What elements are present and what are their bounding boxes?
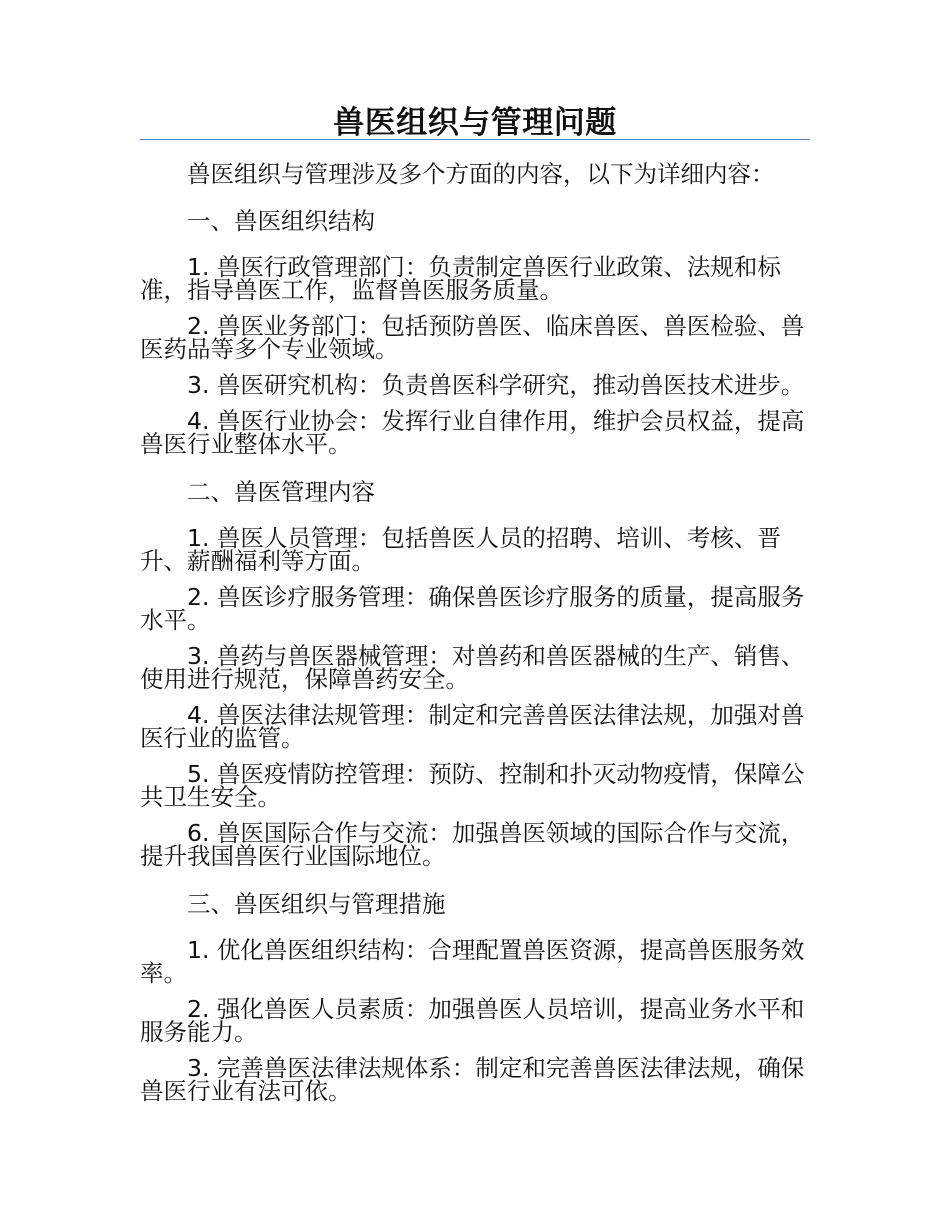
list-item: 1. 兽医行政管理部门：负责制定兽医行业政策、法规和标准，指导兽医工作，监督兽医服务质量。 bbox=[140, 253, 781, 304]
list-item: 2. 兽医诊疗服务管理：确保兽医诊疗服务的质量，提高服务水平。 bbox=[140, 583, 805, 634]
list-item: 6. 兽医国际合作与交流：加强兽医领域的国际合作与交流，提升我国兽医行业国际地位。 bbox=[140, 819, 805, 870]
list-item: 2. 兽医业务部门：包括预防兽医、临床兽医、兽医检验、兽医药品等多个专业领域。 bbox=[140, 312, 805, 363]
list-item: 5. 兽医疫情防控管理：预防、控制和扑灭动物疫情，保障公共卫生安全。 bbox=[140, 760, 805, 811]
section-heading: 二、兽医管理内容 bbox=[187, 478, 375, 506]
section-heading: 三、兽医组织与管理措施 bbox=[187, 890, 446, 918]
document-body bbox=[140, 150, 810, 1116]
list-item: 3. 兽医研究机构：负责兽医科学研究，推动兽医技术进步。 bbox=[187, 371, 805, 399]
list-item: 4. 兽医行业协会：发挥行业自律作用，维护会员权益，提高兽医行业整体水平。 bbox=[140, 407, 805, 458]
document-title: 兽医组织与管理问题 bbox=[333, 105, 617, 141]
intro-paragraph: 兽医组织与管理涉及多个方面的内容，以下为详细内容： bbox=[187, 160, 775, 188]
section-heading: 一、兽医组织结构 bbox=[187, 207, 375, 235]
list-item: 1. 兽医人员管理：包括兽医人员的招聘、培训、考核、晋升、薪酬福利等方面。 bbox=[140, 524, 781, 575]
list-item: 3. 兽药与兽医器械管理：对兽药和兽医器械的生产、销售、使用进行规范，保障兽药安全。 bbox=[140, 642, 805, 693]
title-underline bbox=[140, 139, 810, 140]
list-item: 2. 强化兽医人员素质：加强兽医人员培训，提高业务水平和服务能力。 bbox=[140, 995, 805, 1046]
list-item: 3. 完善兽医法律法规体系：制定和完善兽医法律法规，确保兽医行业有法可依。 bbox=[140, 1054, 805, 1105]
list-item: 4. 兽医法律法规管理：制定和完善兽医法律法规，加强对兽医行业的监管。 bbox=[140, 701, 805, 752]
list-item: 1. 优化兽医组织结构：合理配置兽医资源，提高兽医服务效率。 bbox=[140, 936, 805, 987]
